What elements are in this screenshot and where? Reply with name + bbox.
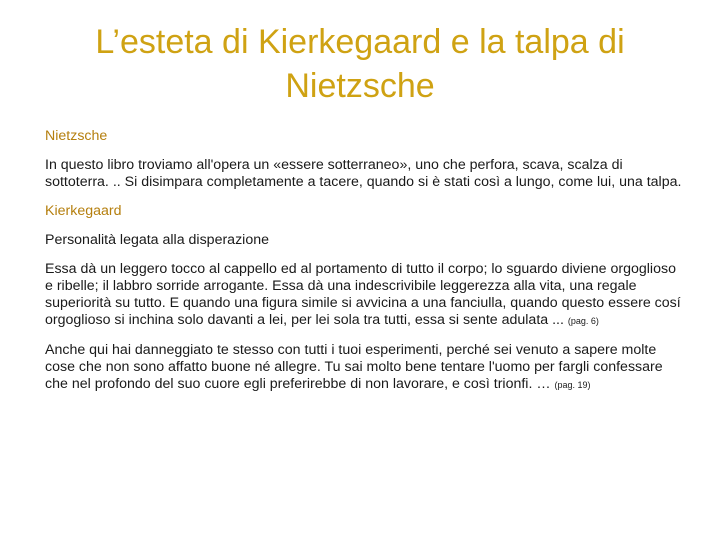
kierkegaard-quote-1	[45, 261, 685, 330]
kierkegaard-subtitle	[45, 232, 685, 249]
section-heading-kierkegaard: Kierkegaard	[45, 203, 122, 219]
kierkegaard-quote-1-text: Essa dà un leggero tocco al cappello ed al portamento di tutto il corpo; lo sguardo diviene orgoglioso e ribelle; il labbro sorride arrogante. Essa dà una indescrivibile leggerezza alla vita, una regale superiorità su tutto. E quando una figura simile si avvicina a una fanciulla, quando questo essere cosí orgoglioso si inchina solo davanti a lei, per lei sola tra tutti, essa si sente adulata ...	[45, 261, 681, 328]
kierkegaard-quote-2-ref: (pag. 19)	[554, 380, 591, 390]
slide-title: L’esteta di Kierkegaard e la talpa di Nietzsche	[95, 23, 625, 105]
kierkegaard-quote-2-text: Anche qui hai danneggiato te stesso con tutti i tuoi esperimenti, perché sei venuto a sapere molte cose che non sono affatto buone né allegre. Tu sai molto bene tentare l'uomo per fargli confessare che nel profondo del suo cuore egli preferirebbe di non lavorare, e così trionfi. …	[45, 342, 663, 392]
kierkegaard-subtitle-text: Personalità legata alla disperazione	[45, 232, 269, 248]
kierkegaard-quote-1-ref: (pag. 6)	[567, 316, 599, 326]
nietzsche-quote	[45, 157, 685, 191]
nietzsche-quote-text: In questo libro troviamo all'opera un «essere sotterraneo», uno che perfora, scava, scalza di sottoterra. .. Si disimpara completamente a tacere, quando si è stati così a lungo, come lui, una talpa.	[45, 157, 682, 190]
kierkegaard-quote-2	[45, 342, 685, 394]
slide-body	[45, 128, 685, 406]
section-heading-nietzsche: Nietzsche	[45, 128, 108, 144]
